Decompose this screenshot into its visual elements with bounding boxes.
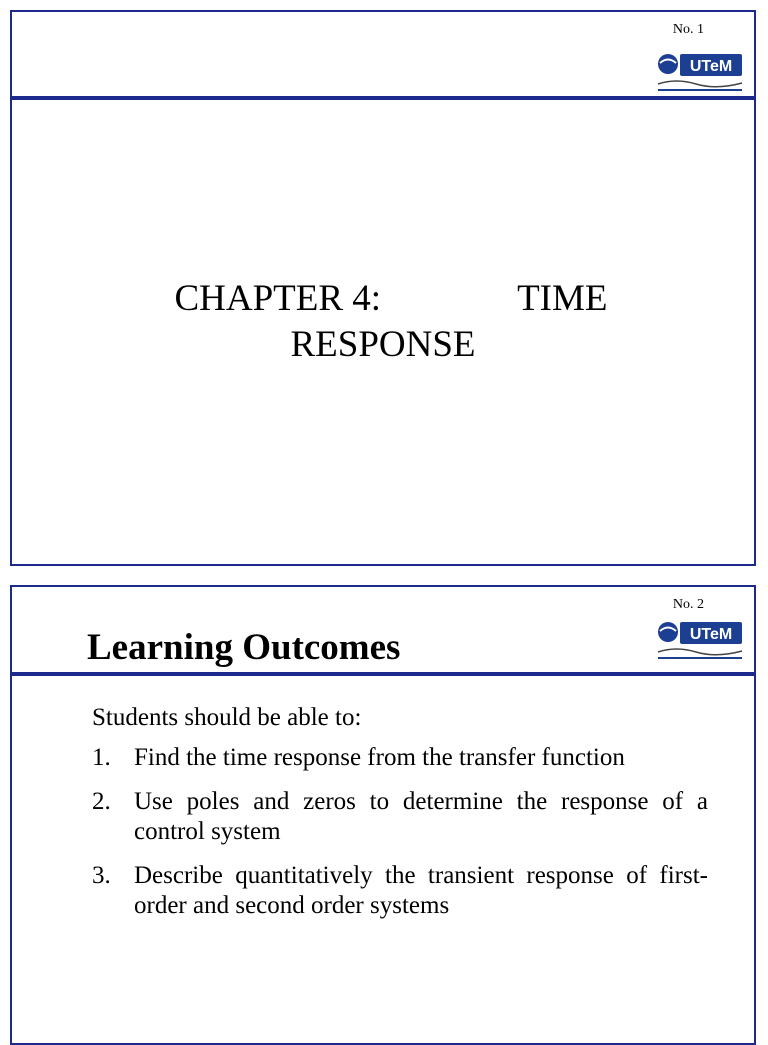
logo-text: UTeM <box>689 58 733 75</box>
list-number: 1. <box>92 744 111 771</box>
slide-number: No. 2 <box>672 597 704 612</box>
header-rule <box>12 96 754 100</box>
slide-2 <box>10 585 756 1045</box>
chapter-title-word-response: RESPONSE <box>290 324 476 365</box>
utem-logo-icon <box>656 618 744 662</box>
header-rule <box>12 672 754 676</box>
chapter-title <box>12 276 754 368</box>
chapter-label: CHAPTER 4: <box>174 278 382 319</box>
list-text: Use poles and zeros to determine the response of a control system <box>134 788 708 845</box>
logo-text: UTeM <box>689 626 733 643</box>
list-text: Describe quantitatively the transient response of first-order and second order systems <box>134 862 708 919</box>
learning-outcomes-body <box>92 703 708 935</box>
list-item <box>92 787 708 847</box>
list-item <box>92 861 708 921</box>
slide-title: Learning Outcomes <box>87 627 401 668</box>
intro-text: Students should be able to: <box>92 704 362 731</box>
list-text: Find the time response from the transfer function <box>134 744 625 771</box>
list-number: 2. <box>92 788 111 815</box>
slide-number: No. 1 <box>672 22 704 37</box>
list-number: 3. <box>92 862 111 889</box>
utem-logo-icon <box>656 50 744 94</box>
chapter-title-word-time: TIME <box>517 278 608 319</box>
list-item <box>92 743 708 773</box>
outcomes-list <box>92 743 708 921</box>
slide-1 <box>10 10 756 566</box>
